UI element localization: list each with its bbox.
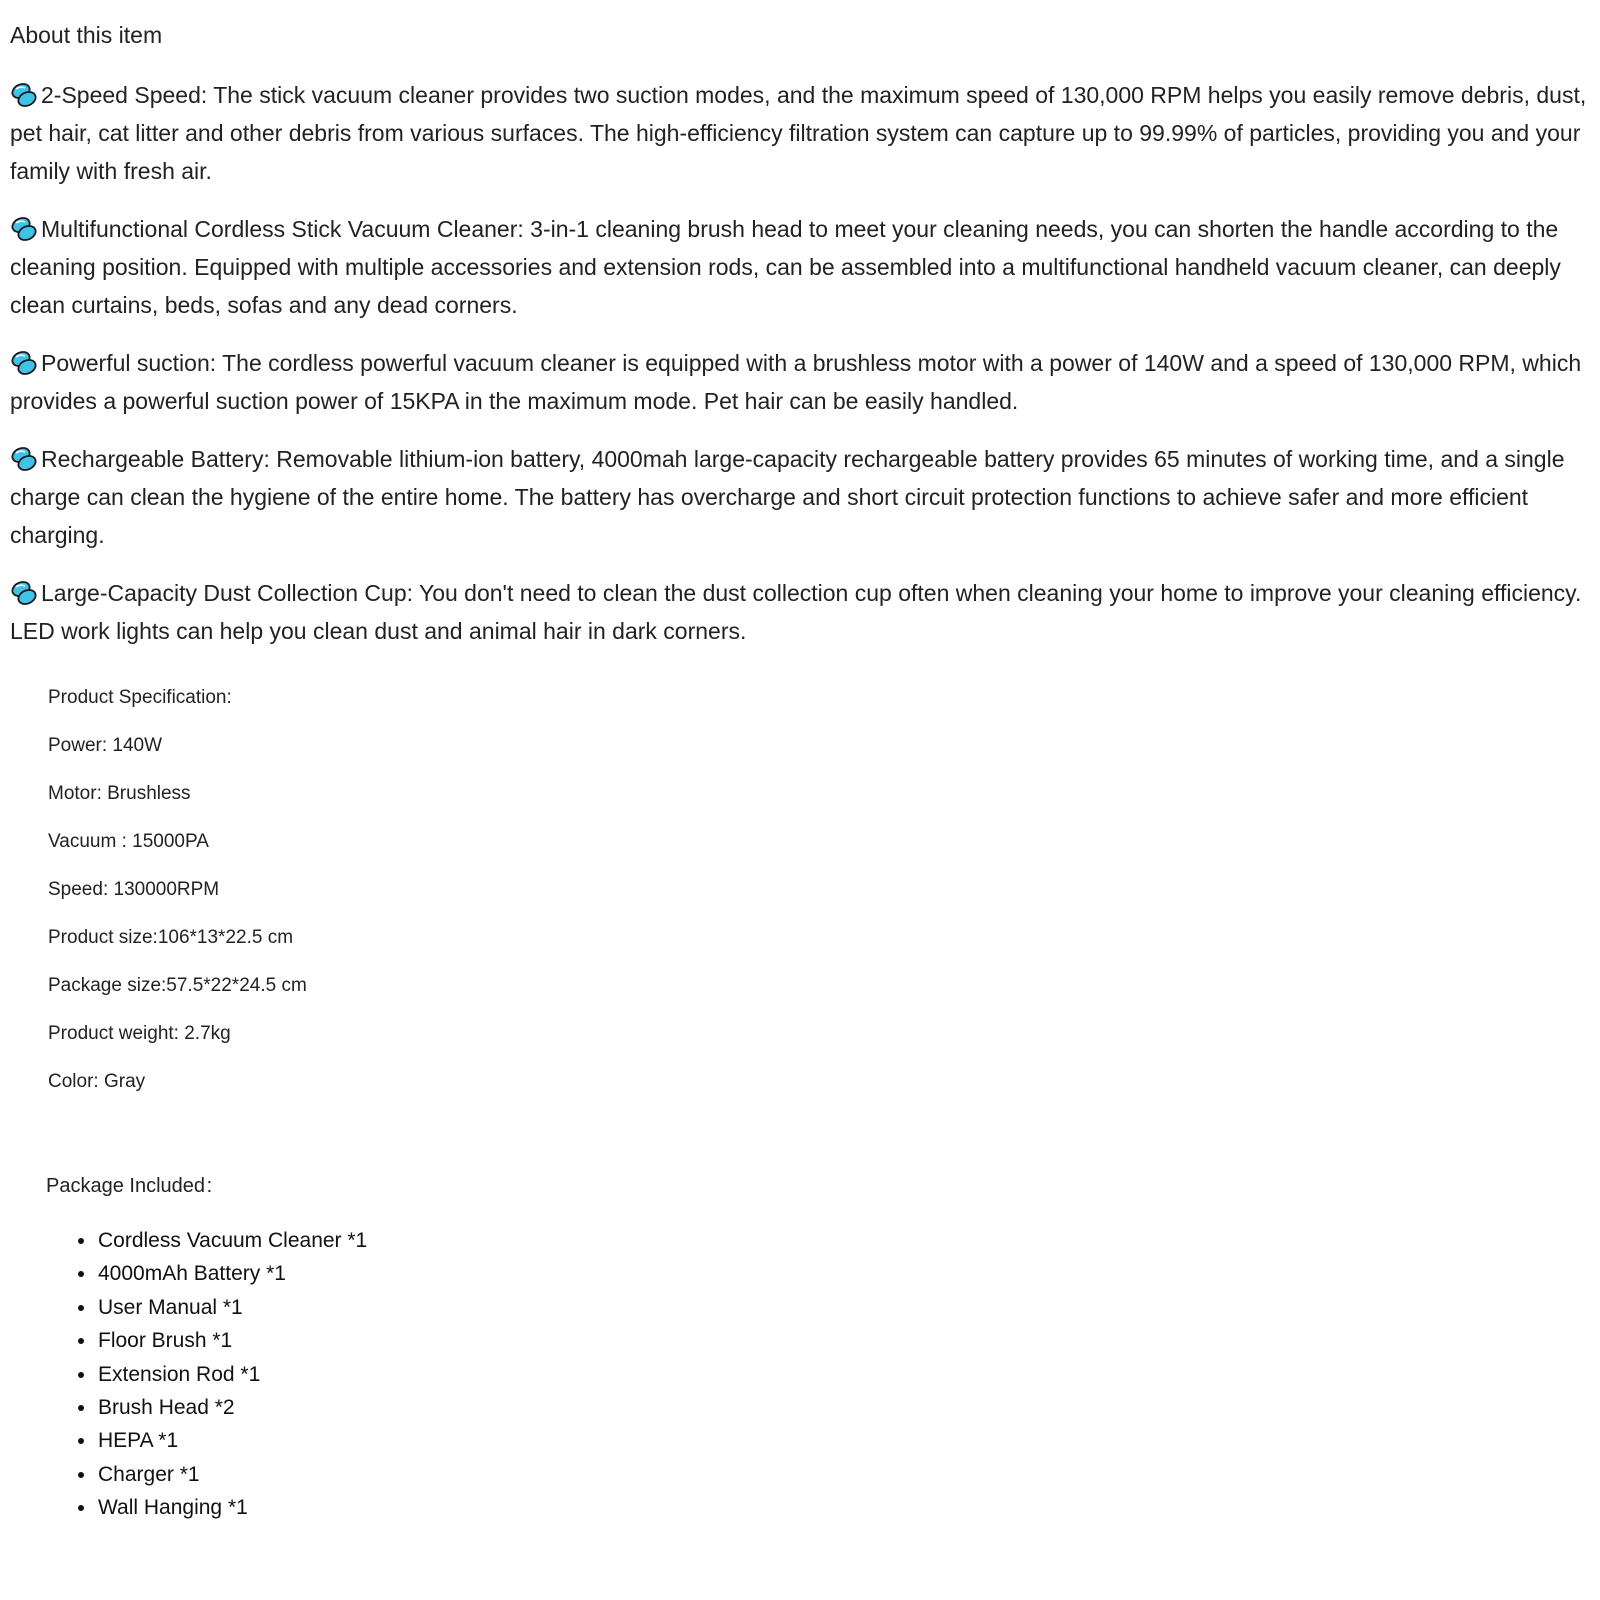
product-specification bbox=[48, 686, 307, 1118]
feature-bullet bbox=[10, 210, 1595, 324]
bullet-dot-icon bbox=[78, 1271, 84, 1277]
bullet-dot-icon bbox=[78, 1372, 84, 1378]
list-item-label: 4000mAh Battery *1 bbox=[98, 1262, 286, 1286]
list-item-label: Extension Rod *1 bbox=[98, 1362, 261, 1386]
spec-heading: Product Specification: bbox=[48, 687, 232, 708]
spec-line: Color: Gray bbox=[48, 1071, 146, 1092]
list-item-label: User Manual *1 bbox=[98, 1295, 243, 1319]
page-title: About this item bbox=[10, 22, 163, 48]
list-item bbox=[98, 1391, 367, 1424]
list-item bbox=[98, 1324, 367, 1357]
list-item bbox=[98, 1458, 367, 1491]
feature-bullet bbox=[10, 574, 1595, 650]
bullet-dot-icon bbox=[78, 1405, 84, 1411]
bullet-dot-icon bbox=[78, 1305, 84, 1311]
blue-pill-capsule-icon bbox=[10, 445, 40, 471]
spec-line: Vacuum : 15000PA bbox=[48, 831, 209, 852]
feature-text: Large-Capacity Dust Collection Cup: You don't need to clean the dust collection cup often when cleaning your home to improve your cleaning efficiency. LED work lights can help you clean dust and animal hair in dark corners. bbox=[10, 580, 1582, 644]
spec-line: Power: 140W bbox=[48, 735, 163, 756]
feature-bullets bbox=[10, 76, 1595, 670]
list-item-label: Cordless Vacuum Cleaner *1 bbox=[98, 1229, 368, 1252]
feature-text: Powerful suction: The cordless powerful vacuum cleaner is equipped with a brushless motor with a power of 140W and a speed of 130,000 RPM, which provides a powerful suction power of 15KPA in the maximum mode. Pet hair can be easily handled. bbox=[10, 350, 1582, 414]
feature-bullet bbox=[10, 344, 1595, 420]
list-item bbox=[98, 1224, 367, 1257]
list-item bbox=[98, 1257, 367, 1290]
blue-pill-capsule-icon bbox=[10, 349, 40, 375]
list-item bbox=[98, 1358, 367, 1391]
bullet-dot-icon bbox=[78, 1238, 84, 1244]
list-item bbox=[98, 1491, 367, 1524]
bullet-dot-icon bbox=[78, 1505, 84, 1511]
package-included-heading: Package Included : bbox=[46, 1175, 213, 1197]
blue-pill-capsule-icon bbox=[10, 215, 40, 241]
spec-line: Product weight: 2.7kg bbox=[48, 1023, 231, 1044]
spec-line: Motor: Brushless bbox=[48, 783, 191, 804]
list-item-label: Floor Brush *1 bbox=[98, 1329, 233, 1353]
list-item bbox=[98, 1424, 367, 1457]
feature-text: Rechargeable Battery: Removable lithium-ion battery, 4000mah large-capacity rechargeable battery provides 65 minutes of working time, and a single charge can clean the hygiene of the entire home. The battery has overcharge and short circuit protection functions to achieve safer and more efficient charging. bbox=[10, 446, 1565, 548]
list-item bbox=[98, 1291, 367, 1324]
spec-line: Package size:57.5*22*24.5 cm bbox=[48, 975, 307, 996]
bullet-dot-icon bbox=[78, 1472, 84, 1478]
blue-pill-capsule-icon bbox=[10, 579, 40, 605]
feature-text: Multifunctional Cordless Stick Vacuum Cleaner: 3-in-1 cleaning brush head to meet your cleaning needs, you can shorten the handle according to the cleaning position. Equipped with multiple accessories and extension rods, can be assembled into a multifunctional handheld vacuum cleaner, can deeply clean curtains, beds, sofas and any dead corners. bbox=[10, 216, 1561, 318]
list-item-label: Brush Head *2 bbox=[98, 1396, 235, 1420]
feature-text: 2-Speed Speed: The stick vacuum cleaner provides two suction modes, and the maximum speed of 130,000 RPM helps you easily remove debris, dust, pet hair, cat litter and other debris from various surfaces. The high-efficiency filtration system can capture up to 99.99% of particles, providing you and your family with fresh air. bbox=[10, 82, 1587, 184]
list-item-label: Wall Hanging *1 bbox=[98, 1496, 248, 1520]
bullet-dot-icon bbox=[78, 1438, 84, 1444]
list-item-label: Charger *1 bbox=[98, 1462, 200, 1486]
feature-bullet bbox=[10, 76, 1595, 190]
package-list bbox=[98, 1224, 367, 1525]
list-item-label: HEPA *1 bbox=[98, 1429, 179, 1453]
bullet-dot-icon bbox=[78, 1338, 84, 1344]
feature-bullet bbox=[10, 440, 1595, 554]
spec-line: Speed: 130000RPM bbox=[48, 879, 220, 900]
spec-line: Product size:106*13*22.5 cm bbox=[48, 927, 294, 948]
blue-pill-capsule-icon bbox=[10, 81, 40, 107]
